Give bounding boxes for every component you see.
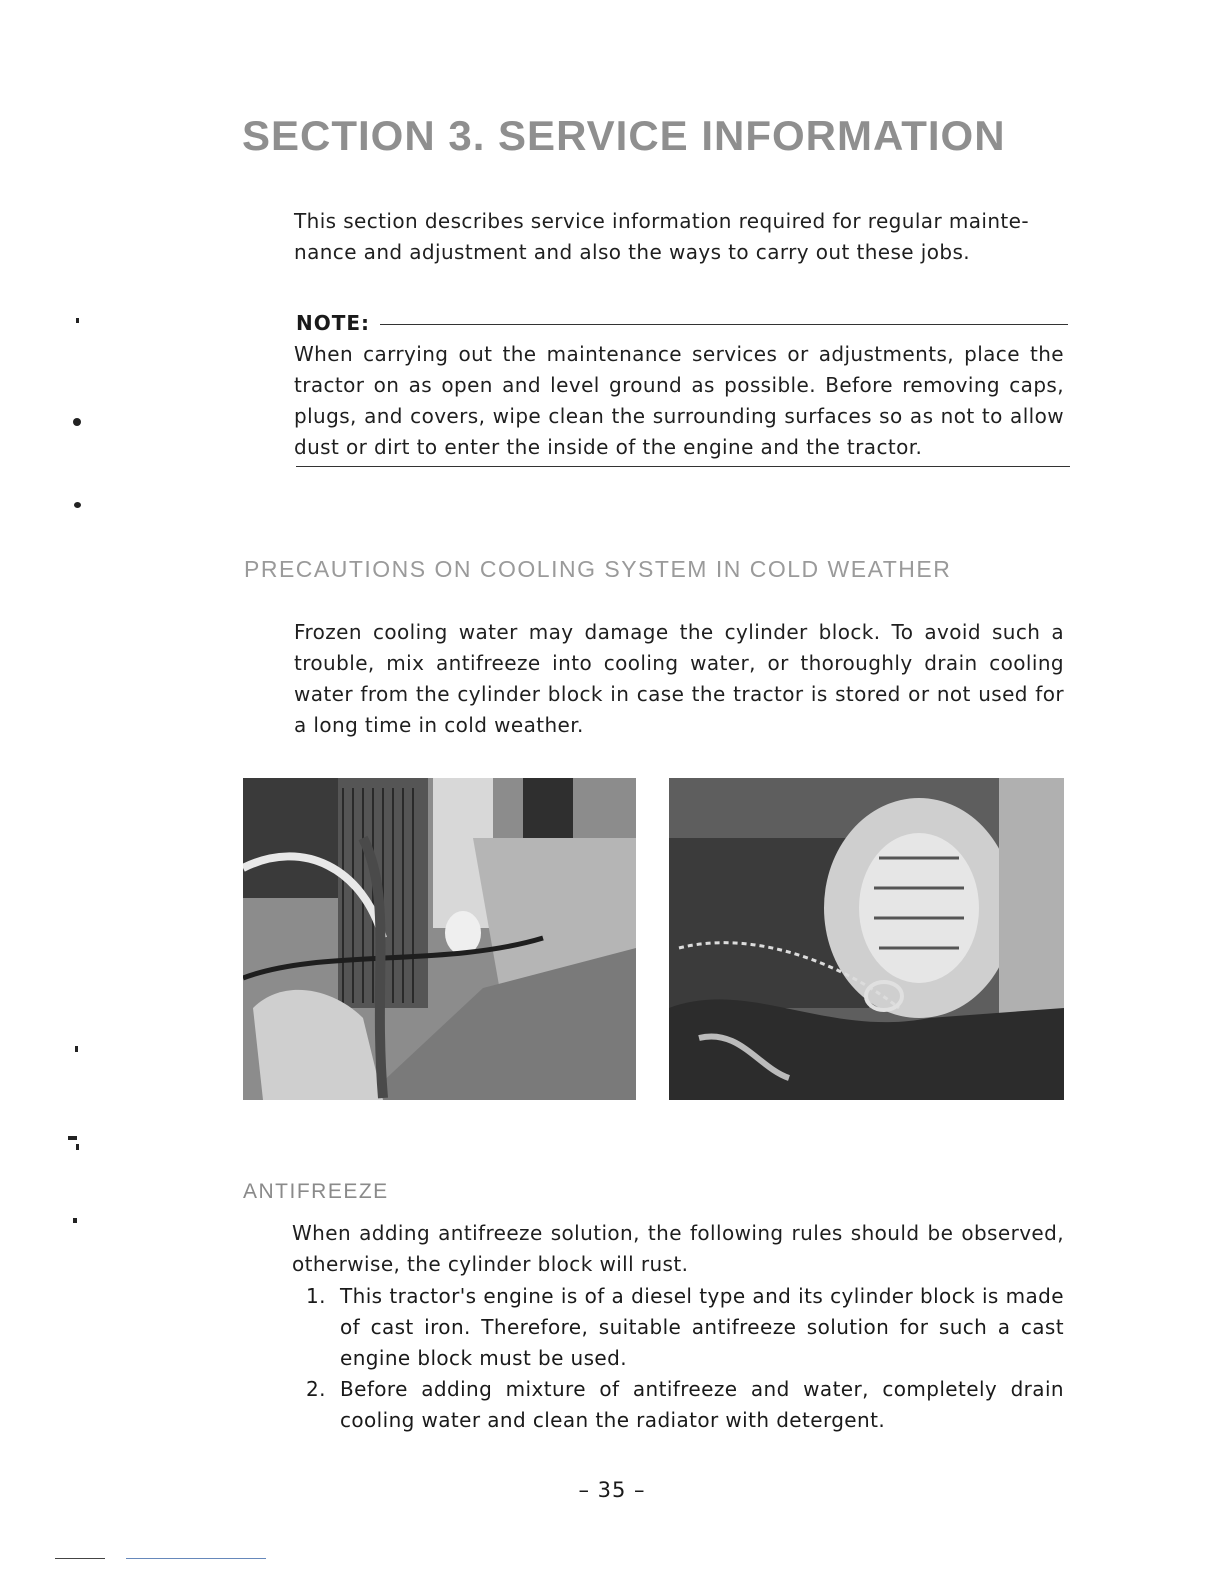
scan-speck [76, 1144, 79, 1150]
list-item-text: Before adding mixture of antifreeze and water, completely drain cooling water and clean the radiator with detergent. [340, 1377, 1064, 1432]
list-item [306, 1281, 1064, 1374]
cooling-heading: PRECAUTIONS ON COOLING SYSTEM IN COLD WEATHER [244, 556, 952, 582]
list-item-number: 2. [306, 1377, 326, 1401]
scan-speck [74, 502, 81, 508]
scan-speck [73, 418, 81, 426]
note-text: When carrying out the maintenance services or adjustments, place the tractor on as open and level ground as possible. Before removing caps, plugs, and covers, wipe clean the surrounding surfaces so as not to allow dust or dirt to enter the inside of the engine and the tractor. [294, 342, 1064, 459]
scan-speck [73, 1218, 77, 1223]
antifreeze-paragraph: When adding antifreeze solution, the following rules should be observed, otherwise, the cylinder block will rust. [292, 1221, 1064, 1276]
list-item [306, 1374, 1064, 1436]
alternator-photo [669, 778, 1064, 1100]
cooling-paragraph: Frozen cooling water may damage the cylinder block. To avoid such a trouble, mix antifreeze into cooling water, or thoroughly drain cooling water from the cylinder block in case the tractor is stored or not used for a long time in cold weather. [294, 620, 1064, 737]
scan-speck [75, 1046, 78, 1052]
scan-line [55, 1558, 105, 1559]
scan-speck [68, 1136, 77, 1140]
scan-line [126, 1558, 266, 1559]
note-bottom-rule [296, 466, 1070, 467]
intro-paragraph: This section describes service information required for regular mainte-nance and adjustment and also the ways to carry out these jobs. [294, 209, 1029, 264]
list-item-text: This tractor's engine is of a diesel type and its cylinder block is made of cast iron. Therefore, suitable antifreeze solution for such a cast engine block must be used. [340, 1284, 1064, 1370]
note-top-rule [380, 324, 1068, 325]
engine-radiator-photo [243, 778, 636, 1100]
note-header [296, 311, 1068, 335]
section-title: SECTION 3. SERVICE INFORMATION [242, 112, 1006, 159]
list-item-number: 1. [306, 1284, 326, 1308]
scan-speck [76, 318, 79, 323]
antifreeze-rules-list [306, 1281, 1064, 1436]
antifreeze-heading: ANTIFREEZE [243, 1180, 389, 1203]
page-number: – 35 – [578, 1478, 646, 1502]
note-label: NOTE: [296, 311, 371, 335]
